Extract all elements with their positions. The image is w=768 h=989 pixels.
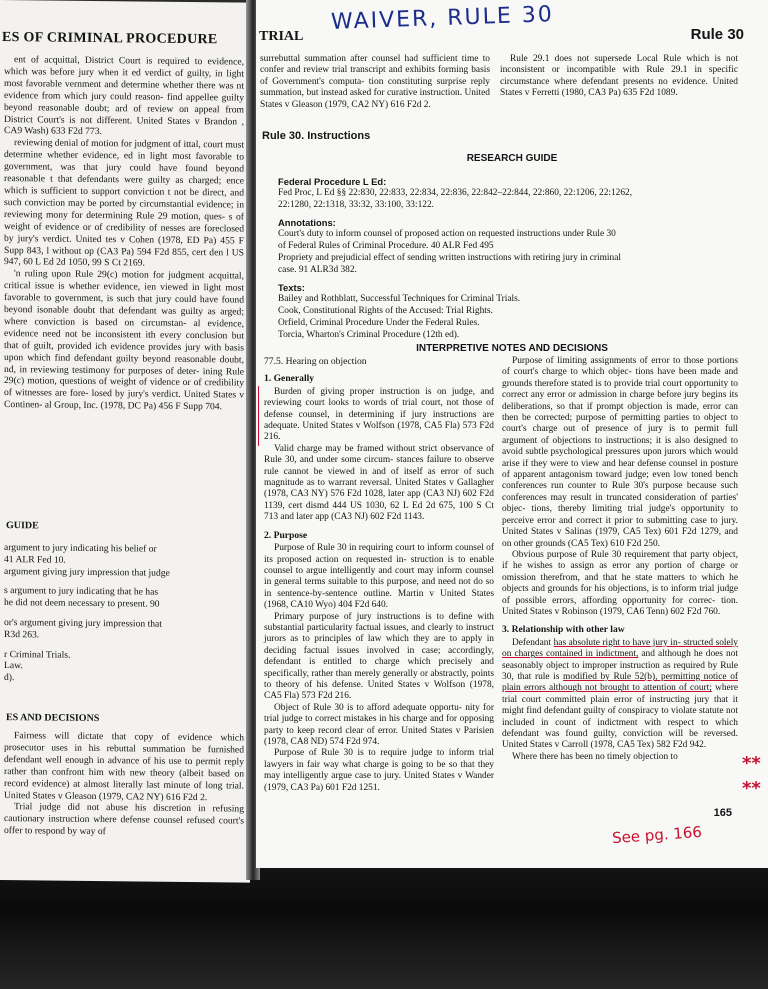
- right-page: [256, 0, 768, 868]
- notes-column-right: [502, 356, 738, 763]
- interpretive-notes-heading: INTERPRETIVE NOTES AND DECISIONS: [416, 343, 608, 354]
- research-guide-heading: RESEARCH GUIDE: [466, 153, 558, 164]
- right-running-head: TRIAL: [259, 29, 304, 44]
- guide-line: d).: [4, 672, 15, 684]
- page-number: 165: [713, 807, 732, 819]
- left-bottom-text: [4, 730, 244, 840]
- texts-label: Texts:: [278, 282, 305, 294]
- section-3-paragraph: [502, 638, 738, 752]
- left-top-text: [4, 54, 244, 414]
- paragraph: Obvious purpose of Rule 30 requirement that party object, if he wishes to assign as error any portion of charge or omission therefrom, and that he state matters to which he objects and grounds for his objections, is to inform trial judge of possible errors, affording opportunity for correc- tion. United States v Robinson (1979, CA6 Tenn) 602 F2d 760.: [502, 549, 738, 617]
- left-paragraph: reviewing denial of motion for judgment of ittal, court must determine whether evidence, ed in light most favorable to government, was that jury could have found beyond reasonable t that defendants were guilty as charged; ence which is sufficient to support conviction t not be direct, and such conviction may be ported by circumstantial evidence; in reviewing mony for determining Rule 29 motion, ques- s of weight of evidence or of credibility of nesses are foreclosed by jury's verdict. United tes v Cohen (1978, ED Pa) 455 F Supp 843, l without op (CA3 Pa) 594 F2d 855, cert den l US 947, 60 L Ed 2d 1050, 99 S Ct 2169.: [4, 137, 244, 269]
- guide-line: argument giving jury impression that judge: [4, 565, 170, 579]
- left-guide-heading: GUIDE: [6, 520, 39, 532]
- guide-line: argument to jury indicating his belief or: [4, 542, 157, 555]
- handwritten-title: WAIVER, RULE 30: [330, 2, 555, 35]
- underlined-text: has absolute right to have jury in- structed solely on charges contained in indictment,: [502, 637, 738, 660]
- paragraph: Primary purpose of jury instructions is to define with substantial particularity factual issues, and clearly to instruct jurors as to principles of law which they are to apply in deciding factual issues involved in case; accordingly, defendant is entitled to charge which precisely and specifically, rather than merely generally or abstractly, points to theory of his defense. United States v Wolfson (1978, CA5 Fla) 573 F2d 216.: [264, 611, 494, 702]
- left-paragraph: 'n ruling upon Rule 29(c) motion for judgment acquittal, critical issue is whether evidence, ien viewed in light most favorable to government, is such that jury could have found beyond isonable doubt that defendant was guilty as arged; where conviction is based on circumstan- al evidence, evidence need not be inconsistent ith every conclusion but that of guilt, provided ich evidence provides jury with basis upon which find defendant guilty beyond reasonable doubt, nd, in reviewing testimony for purposes of deter- ining Rule 29(c) motion, questions of weight of vidence or of credibility of witnesses are fore- losed by jury's verdict. United States v Continen- al Group, Inc. (1978, DC Pa) 456 F Supp 704.: [4, 268, 244, 413]
- research-guide: [278, 170, 748, 341]
- left-decisions-heading: ES AND DECISIONS: [6, 712, 100, 725]
- left-running-head: ES OF CRIMINAL PROCEDURE: [2, 30, 218, 48]
- paragraph: Where there has been no timely objection to: [512, 751, 678, 762]
- paragraph: Purpose of limiting assignments of error to those portions of court's charge to which objec- tions have been made and grounds therefore stated is to provide trial court opportunity to correct any error or admission in charge before jury begins its deliberations, so that if prompt objection is made, error can then be corrected; purpose of permitting parties to object to court's charge out of presence of jury is to permit full argument of objections to instructions; it is also designed to avoid subtle psychological pressures upon jurors which would arise if they were to view and hear defense counsel in posture of apparent antagonism toward judge; even low toned bench conferences run counter to Rule 30's purpose because such conferences may result in truncated consideration of parties' objec- tions, thereby limiting trial judge's opportunity to perceive error and correct it prior to submitting case to jury. United States v Salinas (1979, CA5 Tex) 601 F2d 1279, and on other grounds (CA5 Tex) 610 F2d 250.: [502, 356, 738, 549]
- guide-line: Fed Proc, L Ed §§ 22:830, 22:833, 22:834, 22:836, 22:842–22:844, 22:860, 22:1206, 22:1262,: [278, 187, 633, 198]
- guide-line: case. 91 ALR3d 382.: [278, 264, 357, 275]
- hearing-label: 77.5. Hearing on objection: [264, 356, 367, 367]
- guide-line: he did not deem necessary to present. 90: [4, 597, 160, 610]
- guide-line: Court's duty to inform counsel of proposed action on requested instructions under Rule 30: [278, 229, 616, 240]
- left-paragraph: Trial judge did not abuse his discretion in refusing cautionary instruction where defense counsel refused court's offer to respond by way of: [4, 801, 244, 838]
- handwritten-note: See pg. 166: [611, 822, 703, 848]
- guide-line: of Federal Rules of Criminal Procedure. 40 ALR Fed 495: [278, 240, 494, 251]
- guide-line: r Criminal Trials.: [4, 648, 71, 661]
- left-paragraph: Fairness will dictate that copy of evidence which prosecutor uses in his rebuttal summation be furnished defendant well enough in advance of his use to permit reply rather than confront him with new theory (albeit based on record evidence) at almost literally last minute of long trial. United States v Gleason (1979, CA2 NY) 616 F2d 2.: [4, 730, 244, 803]
- guide-line: Orfield, Criminal Procedure Under the Federal Rules.: [278, 317, 480, 328]
- red-margin-mark: [258, 386, 259, 446]
- paragraph: Rule 29.1 does not supersede Local Rule which is not inconsistent or incompatible with Rule 29.1 in specific circumstance where defendant presents no evidence. United States v Ferretti (1980, CA3 Pa) 635 F2d 1089.: [500, 54, 738, 99]
- guide-line: Law.: [4, 660, 23, 672]
- section-2-heading: 2. Purpose: [264, 529, 308, 541]
- rule-label: Rule 30: [690, 26, 744, 43]
- left-paragraph: ent of acquittal, District Court is required to evidence, which was before jury when it ed verdict of guilty, in light most favorable vernment and determine whether there was nt evidence from which jury could reason- find appellee guilty beyond reasonable doubt; ard of review on appeal from District Court's is not different. United States v Brandon , CA9 Wash) 633 F2d 773.: [4, 54, 244, 138]
- text-run: Defendant: [512, 637, 554, 648]
- paragraph: Object of Rule 30 is to afford adequate opportu- nity for trial judge to correct mistakes in his charge and for opposing party to keep record clear of error. United States v Parisien (1978, CA8 ND) 574 F2d 974.: [264, 702, 494, 747]
- guide-line: s argument to jury indicating that he has: [4, 585, 159, 599]
- paragraph: surrebuttal summation after counsel had sufficient time to confer and review trial transcript and exhibits forming basis of Government's computa- tion constituting surprise reply summation, but instead asked for curative instruction. United States v Gleason (1979, CA2 NY) 616 F2d 2.: [260, 54, 490, 110]
- paragraph: Purpose of Rule 30 is to require judge to inform trial lawyers in fair way what charge is going to be so that they may intelligently argue case to jury. United States v Wander (1979, CA3 Pa) 601 F2d 1251.: [264, 748, 494, 793]
- guide-line: Bailey and Rothblatt, Successful Techniques for Criminal Trials.: [278, 294, 521, 305]
- paragraph: Burden of giving proper instruction is on judge, and reviewing court looks to words of trial court, not those of defense counsel, in determining if jury instructions are adequate. United States v Wolfson (1978, CA5 Fla) 573 F2d 216.: [264, 386, 494, 443]
- guide-line: Torcia, Wharton's Criminal Procedure (12th ed).: [278, 329, 460, 340]
- text-run: where trial court committed plain error of instructing jury that it might find defendant guilty of conspiracy to violate statute not included in count of indictment with respect to which defendant was found guilty, conviction will be reversed. United States v Carroll (1978, CA5 Tex) 582 F2d 942.: [502, 683, 738, 751]
- handwritten-stars: **: [742, 778, 761, 799]
- guide-line: Propriety and prejudicial effect of sending written instructions with retiring jury in criminal: [278, 252, 621, 263]
- top-left-paragraph: [260, 54, 490, 111]
- federal-procedure-label: Federal Procedure L Ed:: [278, 176, 387, 187]
- section-3-heading: 3. Relationship with other law: [502, 624, 625, 636]
- guide-line: or's argument giving jury impression that: [4, 617, 162, 630]
- guide-line: 41 ALR Fed 10.: [4, 553, 66, 566]
- guide-line: Cook, Constitutional Rights of the Accused: Trial Rights.: [278, 305, 493, 316]
- paragraph: Valid charge may be framed without strict observance of Rule 30, and under some circum- stances failure to observe rule cannot be viewed in and of itself as error of such magnitude as to warrant reversal. United States v Gallagher (1978, CA3 NY) 576 F2d 1028, later app (CA3 NJ) 602 F2d 1139, cert dismd 444 US 1030, 62 L Ed 2d 675, 100 S Ct 713 and later app (CA3 NJ) 602 F2d 1143.: [264, 443, 494, 523]
- guide-line: R3d 263.: [4, 628, 40, 641]
- paragraph: Purpose of Rule 30 in requiring court to inform counsel of its proposed action on requested in- struction is to enable counsel to argue intelligently and court may inform counsel in general terms suitable to this purpose, and need not do so in sentence-by-sentence outline. Martin v United States (1968, CA10 Wyo) 404 F2d 640.: [264, 543, 494, 611]
- handwritten-stars: **: [742, 753, 761, 774]
- annotations-label: Annotations:: [278, 217, 336, 229]
- rule-heading: Rule 30. Instructions: [262, 130, 371, 142]
- section-1-heading: 1. Generally: [264, 373, 315, 385]
- notes-column-left: [264, 356, 494, 794]
- guide-line: 22:1280, 22:1318, 33:32, 33:100, 33:122.: [278, 199, 434, 210]
- top-right-paragraph: [500, 54, 738, 100]
- left-guide-list: [4, 542, 244, 686]
- left-page: [0, 0, 250, 883]
- text-run: and although he does not seasonably object to improper instruction as required by Rule 30, that rule is: [502, 649, 739, 682]
- underlined-text: modified by Rule 52(b), permitting notice of plain errors although not brought to attention of court;: [502, 671, 739, 694]
